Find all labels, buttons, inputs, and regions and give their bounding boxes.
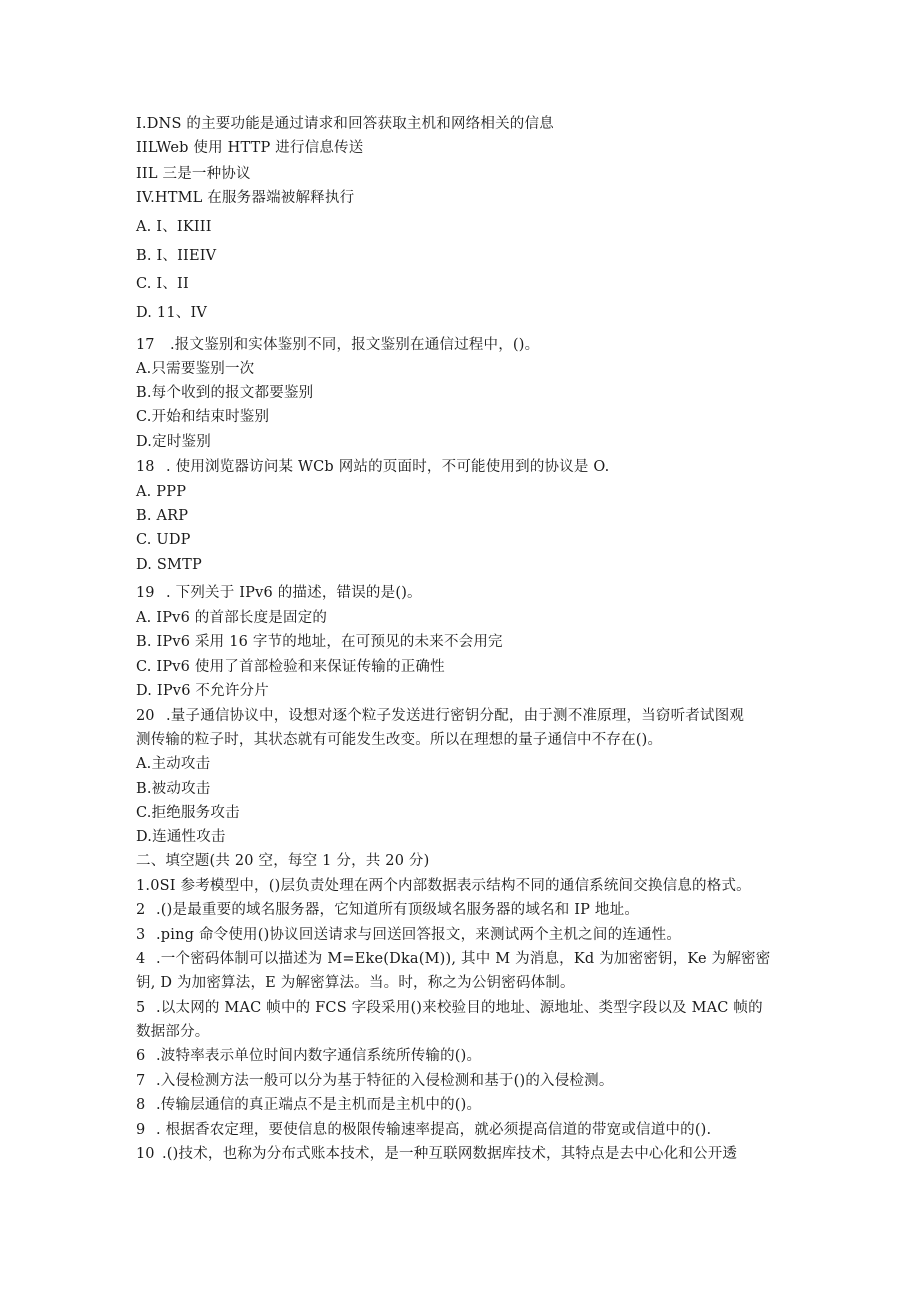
fill-7-number: 7 [136,1073,146,1089]
fill-4-line-2: 钥, D 为加密算法，E 为解密算法。当。时，称之为公钥密码体制。 [136,975,575,991]
fill-10-number: 10 [136,1146,155,1162]
statement-2: IILWeb 使用 HTTP 进行信息传送 [136,140,364,156]
q20-option-d: D.连通性攻击 [136,829,226,845]
q17-number: 17 [136,337,155,353]
section-2-title: 二、填空题(共 20 空，每空 1 分，共 20 分) [136,853,430,869]
q19-option-a: A. IPv6 的首部长度是固定的 [136,610,328,626]
fill-8-number: 8 [136,1097,146,1113]
q20-number: 20 [136,708,155,724]
q16-option-b: B. I、IIEIV [136,248,217,264]
q19-option-c: C. IPv6 使用了首部检验和来保证传输的正确性 [136,659,445,675]
fill-5-line-2: 数据部分。 [136,1024,210,1040]
fill-6-number: 6 [136,1048,146,1064]
fill-9: . 根据香农定理，要使信息的极限传输速率提高，就必须提高信道的带宽或信道中的(). [156,1122,712,1138]
q16-option-c: C. I、II [136,276,189,292]
statement-4: IV.HTML 在服务器端被解释执行 [136,190,355,206]
q20-option-c: C.拒绝服务攻击 [136,805,240,821]
q19-option-d: D. IPv6 不允许分片 [136,683,269,699]
q20-option-a: A.主动攻击 [136,756,211,772]
q16-option-a: A. I、IKIII [136,219,212,235]
q19-option-b: B. IPv6 采用 16 字节的地址，在可预见的未来不会用完 [136,634,503,650]
fill-1: 1.0SI 参考模型中，()层负责处理在两个内部数据表示结构不同的通信系统间交换信息的格式。 [136,878,751,894]
q17-option-d: D.定时鉴别 [136,434,211,450]
statement-1: I.DNS 的主要功能是通过请求和回答获取主机和网络相关的信息 [136,116,554,132]
q19-stem: . 下列关于 IPv6 的描述，错误的是()。 [166,585,422,601]
fill-4-line-1: .一个密码体制可以描述为 M=Eke(Dka(M)), 其中 M 为消息，Kd 为加密密钥，Ke 为解密密 [156,951,771,967]
q20-stem-line-2: 测传输的粒子时，其状态就有可能发生改变。所以在理想的量子通信中不存在()。 [136,732,663,748]
statement-3: IIL 三是一种协议 [136,166,251,182]
fill-5-number: 5 [136,1000,146,1016]
fill-7: .入侵检测方法一般可以分为基于特征的入侵检测和基于()的入侵检测。 [156,1073,614,1089]
q18-option-d: D. SMTP [136,557,202,573]
q18-option-b: B. ARP [136,508,189,524]
fill-2-number: 2 [136,902,146,918]
q20-stem-line-1: .量子通信协议中，设想对逐个粒子发送进行密钥分配，由于测不准原理，当窃听者试图观 [166,708,745,724]
q16-option-d: D. 11、IV [136,305,208,321]
q18-option-a: A. PPP [136,484,187,500]
q17-option-b: B.每个收到的报文都要鉴别 [136,385,314,401]
q18-stem: . 使用浏览器访问某 WCb 网站的页面时，不可能使用到的协议是 O. [166,459,610,475]
fill-8: .传输层通信的真正端点不是主机而是主机中的()。 [156,1097,482,1113]
fill-5-line-1: .以太网的 MAC 帧中的 FCS 字段采用()来校验目的地址、源地址、类型字段以及 MAC 帧的 [156,1000,763,1016]
q20-option-b: B.被动攻击 [136,781,211,797]
fill-3-number: 3 [136,927,146,943]
q17-option-c: C.开始和结束时鉴别 [136,409,270,425]
q17-option-a: A.只需要鉴别一次 [136,361,255,377]
q17-stem: .报文鉴别和实体鉴别不同，报文鉴别在通信过程中，()。 [170,337,540,353]
fill-2: .()是最重要的域名服务器，它知道所有顶级域名服务器的域名和 IP 地址。 [156,902,640,918]
fill-10: .()技术，也称为分布式账本技术，是一种互联网数据库技术，其特点是去中心化和公开透 [162,1146,738,1162]
q18-option-c: C. UDP [136,532,191,548]
fill-9-number: 9 [136,1122,146,1138]
q18-number: 18 [136,459,155,475]
fill-4-number: 4 [136,951,146,967]
fill-3: .ping 命令使用()协议回送请求与回送回答报文，来测试两个主机之间的连通性。 [156,927,682,943]
fill-6: .波特率表示单位时间内数字通信系统所传输的()。 [156,1048,482,1064]
q19-number: 19 [136,585,155,601]
